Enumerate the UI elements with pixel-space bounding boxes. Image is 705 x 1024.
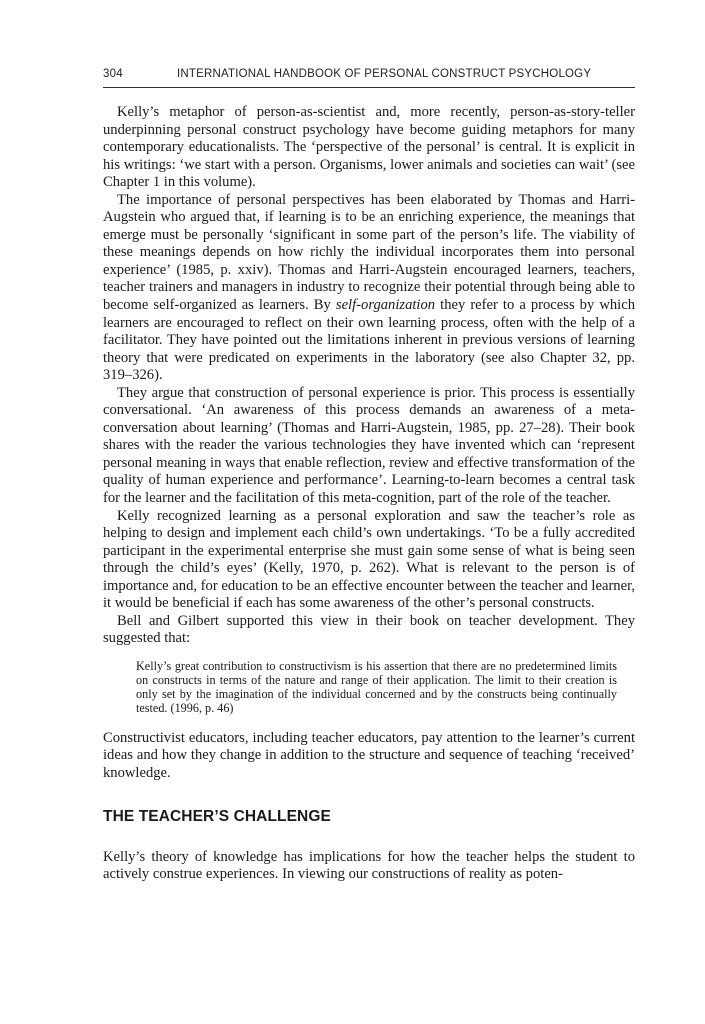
paragraph-theory-of-knowledge: Kelly’s theory of knowledge has implications for how the teacher helps the student to actively construe experiences. In viewing our constructions of reality as poten- bbox=[103, 848, 635, 883]
paragraph-personal-perspectives: The importance of personal perspectives has been elaborated by Thomas and Harri-Augstein who argued that, if learning is to be an enriching experience, the meanings that emerge must be personally ‘significant in some part of the person’s life. The viability of these meanings depends on how richly the individual incorporates them into personal experience’ (1985, p. xxiv). Thomas and Harri-Augstein encouraged learners, teachers, teacher trainers and managers in industry to recognize their potential through being able to become self-organized as learners. By self-organization they refer to a process by which learners are encouraged to reflect on their own learning process, often with the help of a facilitator. They have pointed out the limitations inherent in previous versions of learning theory that were predicated on experiments in the laboratory (see also Chapter 32, pp. 319–326). bbox=[103, 191, 635, 384]
section-heading: THE TEACHER’S CHALLENGE bbox=[103, 808, 331, 826]
main-text bbox=[103, 104, 635, 884]
paragraph-exploration: Kelly recognized learning as a personal exploration and saw the teacher’s role as helping to design and implement each child’s own undertakings. ‘To be a fully accredited participant in the experimental enterprise she must gain some sense of what is being seen through the child’s eyes’ (Kelly, 1970, p. 262). What is relevant to the person is of importance and, for education to be an effective encounter between the teacher and learner, it would be beneficial if each has some awareness of the other’s personal constructs. bbox=[103, 507, 635, 612]
paragraph-constructivist-educators: Constructivist educators, including teacher educators, pay attention to the learner’s current ideas and how they change in addition to the structure and sequence of teaching ‘received’ knowledge. bbox=[103, 729, 635, 781]
self-organization-term: self-organization bbox=[335, 297, 436, 314]
paragraph-conversational: They argue that construction of personal experience is prior. This process is essentially conversational. ‘An awareness of this process demands an awareness of a meta-conversation about learning’ (Thomas and Harri-Augstein, 1985, pp. 27–28). Their book shares with the reader the various technologies they have invented which can ‘represent personal meaning in ways that enable reflection, review and effective transformation of the quality of human experience and performance’. Learning-to-learn becomes a central task for the learner and the facilitation of this meta-cognition, part of the role of the teacher. bbox=[103, 384, 635, 507]
paragraph-bell-gilbert: Bell and Gilbert supported this view in their book on teacher development. They suggested that: bbox=[103, 612, 635, 647]
header-rule bbox=[103, 87, 635, 88]
page-number: 304 bbox=[103, 68, 123, 80]
block-quote: Kelly’s great contribution to constructivism is his assertion that there are no predetermined limits on constructs in terms of the nature and range of their application. The limit to their creation is only set by the imagination of the individual concerned and by the constructs being continually tested. (1996, p. 46) bbox=[136, 658, 617, 715]
paragraph-metaphor: Kelly’s metaphor of person-as-scientist and, more recently, person-as-story-teller underpinning personal construct psychology have become guiding metaphors for many contemporary educationalists. The ‘perspective of the personal’ is central. It is explicit in his writings: ‘we start with a person. Organisms, lower animals and societies can wait’ (see Chapter 1 in this volume). bbox=[103, 104, 635, 191]
running-title: INTERNATIONAL HANDBOOK OF PERSONAL CONSTRUCT PSYCHOLOGY bbox=[177, 68, 592, 80]
running-header bbox=[103, 68, 635, 80]
